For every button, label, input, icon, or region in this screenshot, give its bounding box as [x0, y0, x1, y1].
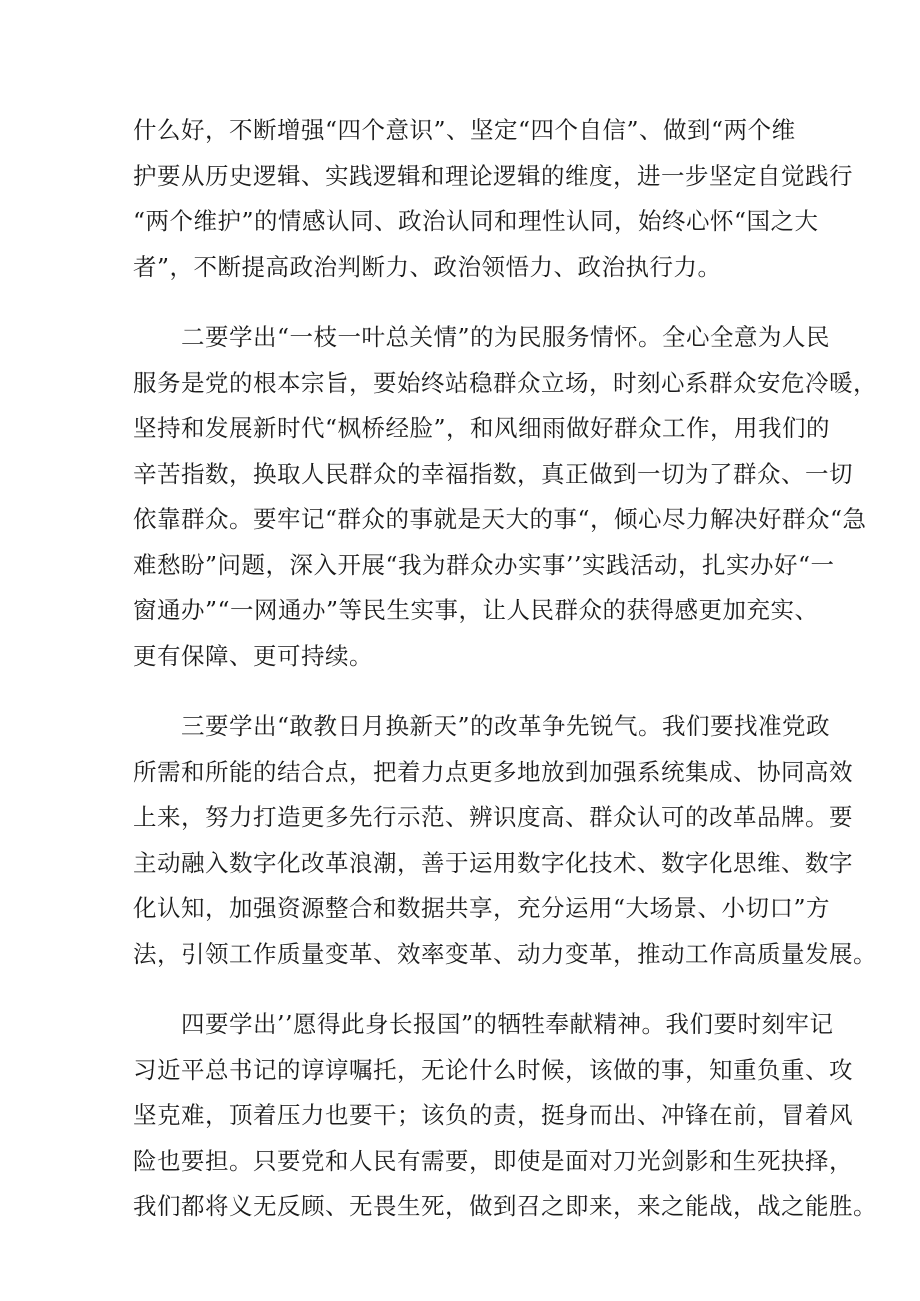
text-line: 险也要担。只要党和人民有需要，即使是面对刀光剑影和生死抉择， [133, 1146, 853, 1175]
text-line: 上来，努力打造更多先行示范、辨识度高、群众认可的改革品牌。要 [133, 803, 853, 831]
text-line: 服务是党的根本宗旨，要始终站稳群众立场，时刻心系群众安危冷暖， [133, 368, 877, 397]
text-line: 二要学出“一枝一叶总关情”的为民服务情怀。全心全意为人民 [181, 323, 831, 351]
text-line: 四要学出’’愿得此身长报国”的牺牲奉献精神。我们要时刻牢记 [181, 1010, 834, 1038]
paragraph-3 [133, 704, 877, 977]
text-line: 坚持和发展新时代“枫桥经脸”，和风细雨做好群众工作，用我们的 [133, 414, 831, 442]
text-line: 护要从历史逻辑、实践逻辑和理论逻辑的维度，进一步坚定自觉践行 [133, 161, 853, 190]
text-line: 辛苦指数，换取人民群众的幸福指数，真正做到一切为了群众、一切 [133, 459, 853, 488]
text-line: 所需和所能的结合点，把着力点更多地放到加强系统集成、协同高效 [133, 757, 853, 786]
text-line: 习近平总书记的谆谆嘱托，无论什么时候，该做的事，知重负重、攻 [133, 1055, 853, 1084]
text-line: 者”，不断提高政治判断力、政治领悟力、政治执行力。 [133, 252, 722, 281]
text-line: 难愁盼”问题，深入开展“我为群众办实事’’实践活动，扎实办好“一 [133, 550, 835, 579]
text-line: 主动融入数字化改革浪潮，善于运用数字化技术、数字化思维、数字 [133, 848, 853, 877]
text-line: 坚克难，顶着压力也要干；该负的责，挺身而出、冲锋在前，冒着风 [133, 1101, 853, 1129]
text-line: “两个维护”的情感认同、政治认同和理性认同，始终心怀“国之大 [133, 207, 819, 235]
text-line: 化认知，加强资源整合和数据共享，充分运用“大场景、小切口”方 [133, 894, 831, 922]
text-line: 依靠群众。要牢记“群众的事就是天大的事“，倾心尽力解决好群众“急 [133, 505, 867, 533]
paragraph-1 [133, 108, 853, 290]
text-line: 什么好，不断增强“四个意识”、坚定“四个自信”、做到“两个维 [133, 116, 796, 144]
text-line: 三要学出“敢教日月换新天”的改革争先锐气。我们要找准党政 [181, 712, 831, 740]
paragraph-2 [133, 315, 877, 679]
paragraph-4 [133, 1002, 877, 1230]
text-line: 窗通办”“一网通办”等民生实事，让人民群众的获得感更加充实、 [133, 596, 819, 624]
text-line: 法，引领工作质量变革、效率变革、动力变革，推动工作高质量发展。 [133, 939, 877, 968]
text-line: 更有保障、更可持续。 [133, 641, 373, 670]
document-body [133, 108, 877, 1230]
text-line: 我们都将义无反顾、无畏生死，做到召之即来，来之能战，战之能胜。 [133, 1192, 877, 1220]
